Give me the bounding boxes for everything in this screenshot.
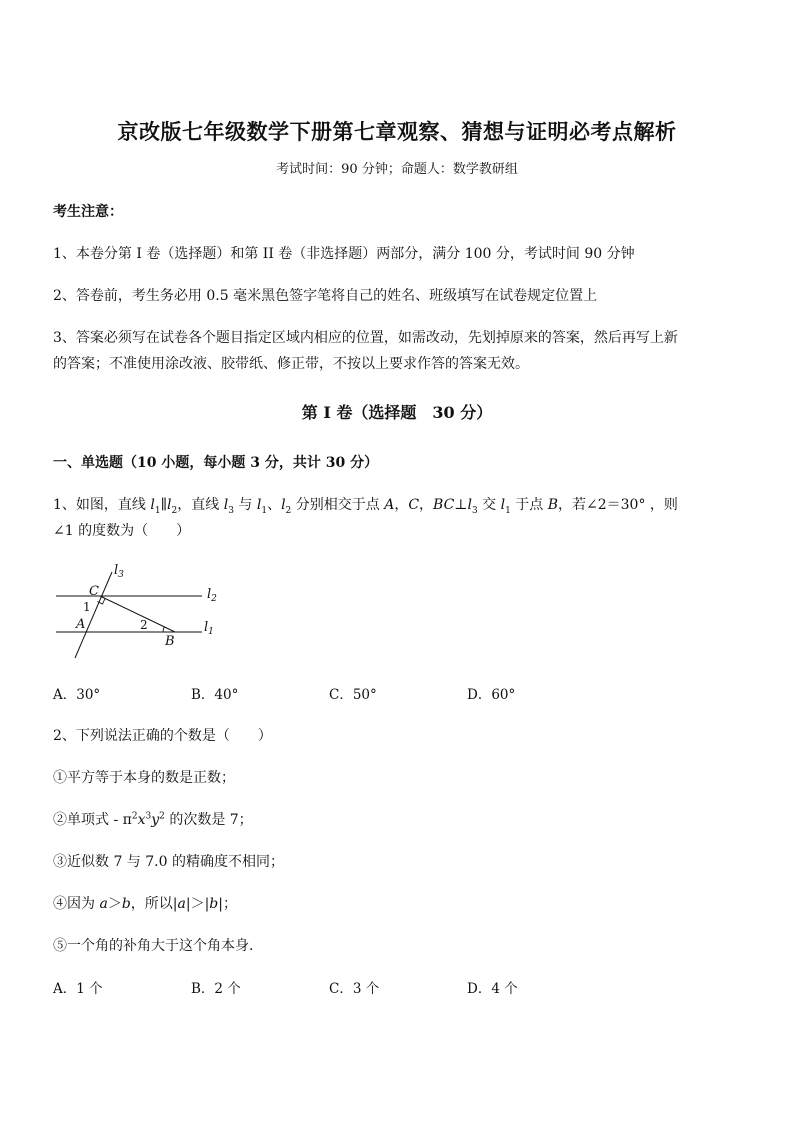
q1-option-d[interactable]: D．60° xyxy=(467,687,516,703)
q2-statement-5: ⑤一个角的补角大于这个角本身． xyxy=(53,938,263,954)
q2-option-b[interactable]: B．2 个 xyxy=(191,981,241,997)
q1-option-a[interactable]: A．30° xyxy=(53,687,101,703)
section-title: 第 I 卷（选择题 30 分） xyxy=(301,403,493,422)
q1-option-b[interactable]: B．40° xyxy=(191,687,239,703)
notice-item-3: 3、答案必须写在试卷各个题目指定区域内相应的位置，如需改动，先划掉原来的答案，然后再写上新 xyxy=(53,330,678,346)
q1-option-c[interactable]: C．50° xyxy=(329,687,377,703)
label-l3: $l_3$ xyxy=(114,563,124,580)
notice-heading: 考生注意： xyxy=(53,204,123,220)
q2-statement-1: ①平方等于本身的数是正数； xyxy=(53,770,235,786)
question-2-stem: 2、下列说法正确的个数是（ ） xyxy=(53,728,272,744)
label-angle-1: 1 xyxy=(83,600,91,614)
question-1-stem: 1、如图，直线 $l_1\parallel l_2$，直线 $l_3$ 与 $l_1$、$l_2$ 分别相交于点 A，C，$BC\perp l_3$ 交 $l_1$ 于点 B，若∠2＝30° ，则 xyxy=(53,497,678,516)
notice-item-3-cont: 的答案；不准使用涂改液、胶带纸、修正带，不按以上要求作答的答案无效。 xyxy=(53,356,529,372)
q2-option-a[interactable]: A．1 个 xyxy=(53,981,103,997)
label-angle-2: 2 xyxy=(140,618,148,632)
q2-option-c[interactable]: C．3 个 xyxy=(329,981,380,997)
label-l1: $l_1$ xyxy=(204,620,214,637)
notice-item-1: 1、本卷分第 I 卷（选择题）和第 II 卷（非选择题）两部分，满分 100 分，考试时间 90 分钟 xyxy=(53,246,635,262)
segment-bc xyxy=(100,596,175,632)
q2-statement-2: ②单项式 - $\pi^2x^3y^2$ 的次数是 7； xyxy=(53,811,253,828)
label-a: A xyxy=(76,617,86,632)
question-1-diagram xyxy=(50,558,230,663)
label-c: C xyxy=(89,584,99,599)
q2-option-d[interactable]: D．4 个 xyxy=(467,981,518,997)
question-1-stem-cont: ∠1 的度数为（ ） xyxy=(53,523,191,539)
part-title: 一、单选题（10 小题，每小题 3 分，共计 30 分） xyxy=(53,455,379,471)
label-b: B xyxy=(165,634,175,649)
q2-statement-3: ③近似数 7 与 7.0 的精确度不相同； xyxy=(53,854,284,870)
notice-item-2: 2、答卷前，考生务必用 0.5 毫米黑色签字笔将自己的姓名、班级填写在试卷规定位置上 xyxy=(53,288,598,304)
label-l2: $l_2$ xyxy=(207,587,217,604)
q2-statement-4: ④因为 a＞b，所以|a|＞|b|； xyxy=(53,896,237,912)
angle-2-arc xyxy=(163,627,165,633)
exam-subtitle: 考试时间：90 分钟；命题人：数学教研组 xyxy=(276,162,518,177)
page-title: 京改版七年级数学下册第七章观察、猜想与证明必考点解析 xyxy=(117,119,677,144)
